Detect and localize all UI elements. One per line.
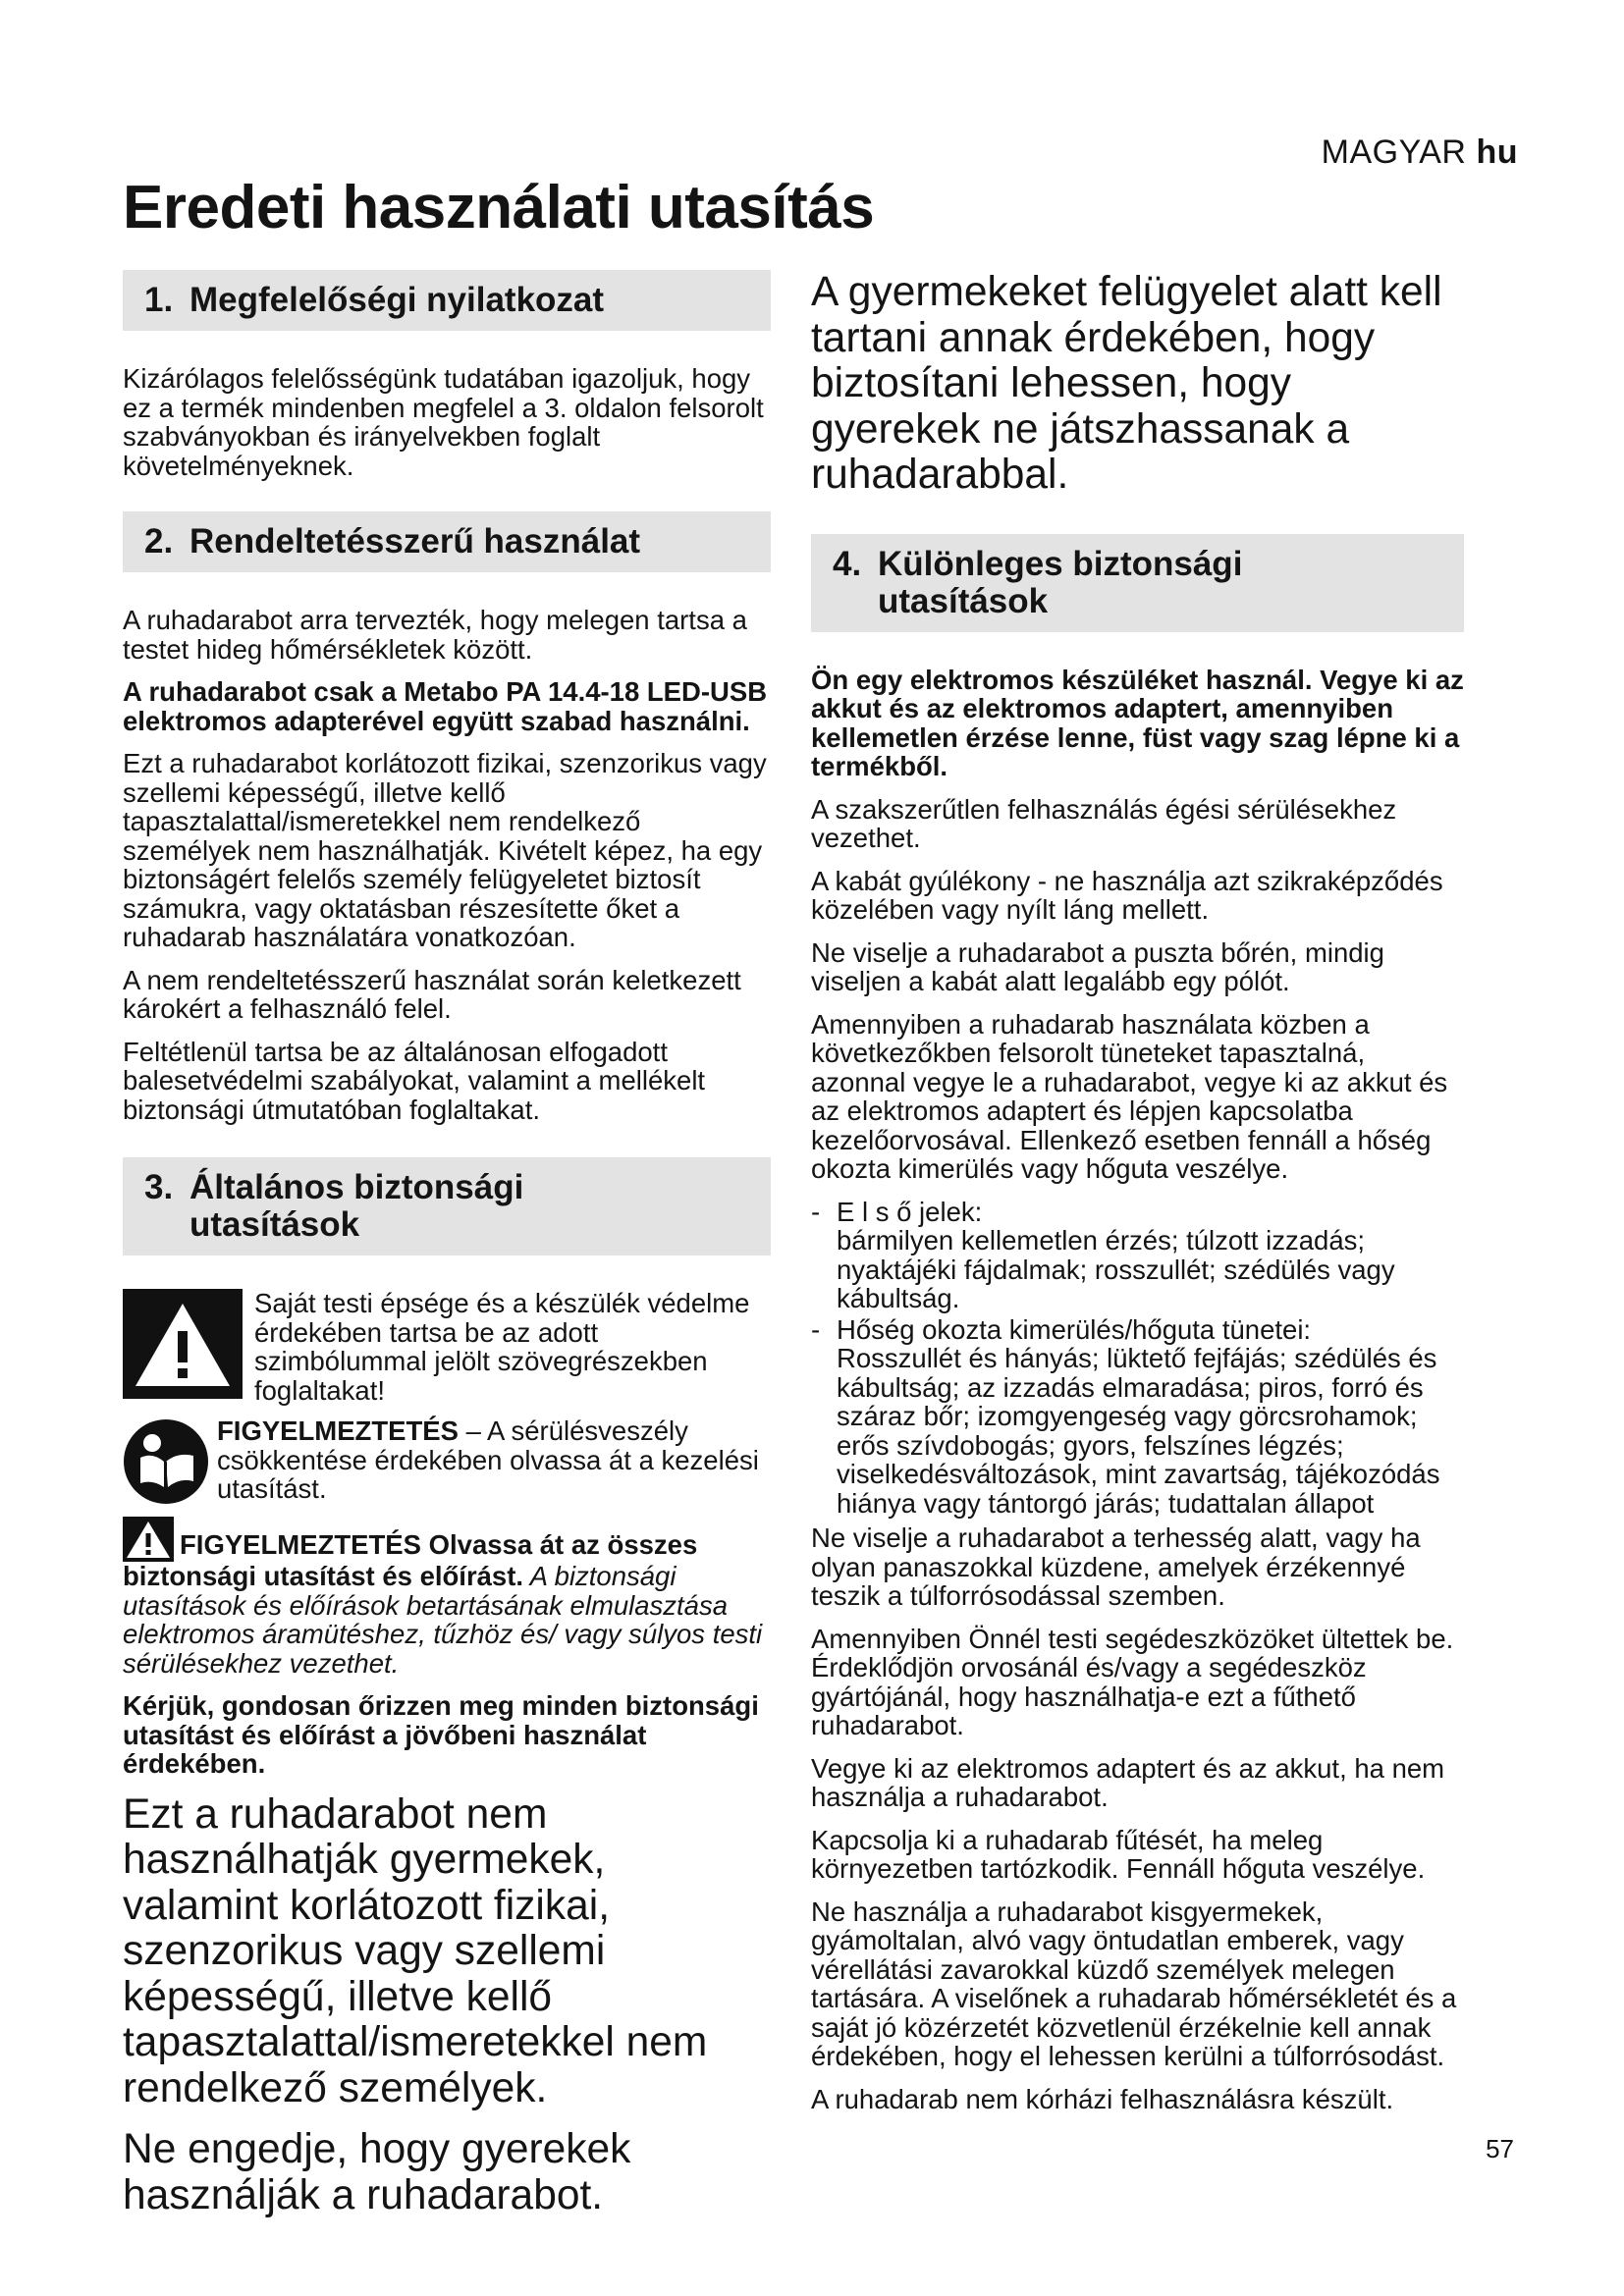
- section-1-text: Kizárólagos felelősségünk tudatában igazoljuk, hogy ez a termék mindenben megfelel a 3. oldalon felsorolt szabványokban és irányelvekben foglalt követelményeknek.: [123, 363, 764, 481]
- list-item: [811, 1198, 1464, 1313]
- read-manual-warning: [123, 1416, 771, 1505]
- page-number: 57: [1486, 2134, 1514, 2163]
- section-1-heading: [123, 270, 771, 331]
- symptom-list: [811, 1198, 1464, 1519]
- read-all-warning-italic: A biztonsági utasítások és előírások betartásának elmulasztása elektromos áramütéshez, tűzhöz és/ vagy súlyos testi sérülésekhez vezethet.: [123, 1561, 763, 1679]
- section-4-title-line-2: utasítások: [878, 581, 1049, 620]
- section-4-paragraph-10: Ne használja a ruhadarabot kisgyermekek, gyámoltalan, alvó vagy öntudatlan emberek, vagy vérellátási zavarokkal küzdő személyek melegen tartására. A viselőnek a ruhadarab hőmérsékletét és a saját jó közérzetét közvetlenül érzékelnie kell annak érdekében, hogy el lehessen kerülni a túlforrósodást.: [811, 1896, 1457, 2071]
- warning-small-icon: [123, 1517, 174, 1562]
- heatstroke-title: Hőség okozta kimerülés/hőguta tünetei:: [837, 1313, 1312, 1345]
- left-column: [123, 270, 771, 2234]
- section-4-paragraph-6: Ne viselje a ruhadarabot a terhesség alatt, vagy ha olyan panaszokkal küzdene, amelyek érzékennyé teszik a túlforrósodással szemben.: [811, 1522, 1421, 1611]
- section-4-paragraph-7: Amennyiben Önnél testi segédeszközöket ültettek be. Érdeklődjön orvosánál és/vagy a segédeszköz gyártójánál, hogy használhatja-e ezt a fűthető ruhadarabot.: [811, 1623, 1454, 1740]
- keep-instructions-text: Kérjük, gondosan őrizzen meg minden biztonsági utasítást és előírást a jövőbeni használat érdekében.: [123, 1690, 759, 1779]
- language-label: [1322, 133, 1518, 172]
- section-3-heading: [123, 1157, 771, 1255]
- section-2-paragraph-4: A nem rendeltetésszerű használat során keletkezett károkért a felhasználó felel.: [123, 964, 741, 1024]
- section-4-paragraph-4: Ne viselje a ruhadarabot a puszta bőrén, mindig viseljen a kabát alatt legalább egy pólót.: [811, 936, 1384, 996]
- children-restriction-text: Ezt a ruhadarabot nem használhatják gyermekek, valamint korlátozott fizikai, szenzorikus vagy szellemi képességű, illetve kellő tapasztalattal/ismeretekkel nem rendelkező személyek.: [123, 1790, 708, 2111]
- read-manual-icon: [123, 1418, 209, 1505]
- section-4-paragraph-8: Vegye ki az elektromos adaptert és az akkut, ha nem használja a ruhadarabot.: [811, 1752, 1445, 1812]
- read-manual-label: FIGYELMEZTETÉS: [217, 1415, 459, 1446]
- section-1-number: 1.: [144, 281, 174, 319]
- section-4-paragraph-3: A kabát gyúlékony - ne használja azt szikraképződés közelében vagy nyílt láng mellett.: [811, 865, 1443, 925]
- section-4-title-line-1: Különleges biztonsági: [878, 544, 1243, 583]
- page-title: Eredeti használati utasítás: [123, 174, 875, 241]
- section-2-title: Rendeltetésszerű használat: [189, 522, 641, 561]
- section-4-number: 4.: [833, 544, 862, 583]
- read-manual-body: – A sérülésveszély csökkentése érdekében olvassa át a kezelési utasítást.: [217, 1415, 759, 1504]
- right-column: [811, 270, 1464, 2127]
- language-name: MAGYAR: [1321, 133, 1467, 171]
- heatstroke-text: Rosszullét és hányás; lüktető fejfájás; szédülés és kábultság; az izzadás elmaradása; piros, forró és száraz bőr; izomgyengeség vagy görcsrohamok; erős szívdobogás; gyors, felszínes légzés; viselkedésváltozások, mint zavartság, tájékozódás hiánya vagy tántorgó járás; tudattalan állapot: [837, 1343, 1440, 1519]
- section-1-title: Megfelelőségi nyilatkozat: [189, 281, 605, 319]
- warning-triangle-icon: [123, 1289, 243, 1399]
- list-item: [811, 1315, 1464, 1519]
- safety-symbol-note: [123, 1289, 771, 1405]
- section-2-paragraph-3: Ezt a ruhadarabot korlátozott fizikai, szenzorikus vagy szellemi képességű, illetve kellő tapasztalattal/ismeretekkel nem rendelkező személyek nem használhatják. Kivételt képez, ha egy biztonságért felelős személy felügyeletet biztosít számukra, vagy oktatásban részesítette őket a ruhadarab használatára vonatkozóan.: [123, 748, 767, 952]
- first-signs-text: bármilyen kellemetlen érzés; túlzott izzadás; nyaktájéki fájdalmak; rosszullét; szédülés vagy kábultság.: [837, 1225, 1395, 1313]
- section-4-paragraph-11: A ruhadarab nem kórházi felhasználásra készült.: [811, 2083, 1394, 2114]
- section-2-paragraph-2: A ruhadarabot csak a Metabo PA 14.4-18 LED-USB elektromos adapterével együtt szabad használni.: [123, 676, 768, 736]
- section-2-paragraph-5: Feltétlenül tartsa be az általánosan elfogadott balesetvédelmi szabályokat, valamint a mellékelt biztonsági útmutatóban foglaltakat.: [123, 1036, 706, 1125]
- section-2-number: 2.: [144, 522, 174, 561]
- first-signs-title: E l s ő jelek:: [837, 1196, 983, 1227]
- section-4-paragraph-9: Kapcsolja ki a ruhadarab fűtését, ha meleg környezetben tartózkodik. Fennáll hőguta veszélye.: [811, 1824, 1426, 1884]
- section-2-heading: [123, 511, 771, 572]
- section-4-paragraph-5: Amennyiben a ruhadarab használata közben a következőkben felsorolt tüneteket tapasztalná, azonnal vegye le a ruhadarabot, vegye ki az akkut és az elektromos adaptert és lépjen kapcsolatba kezelőorvosával. Ellenkező esetben fennáll a hőség okozta kimerülés vagy hőguta veszélye.: [811, 1008, 1448, 1184]
- language-code: hu: [1476, 133, 1518, 171]
- section-4-paragraph-1: Ön egy elektromos készüléket használ. Vegye ki az akkut és az elektromos adaptert, amennyiben kellemetlen érzése lenne, füst vagy szag lépne ki a termékből.: [811, 664, 1464, 781]
- section-2-paragraph-1: A ruhadarabot arra tervezték, hogy melegen tartsa a testet hideg hőmérsékletek között.: [123, 605, 747, 665]
- read-all-warning: [123, 1517, 771, 1678]
- section-4-paragraph-2: A szakszerűtlen felhasználás égési sérülésekhez vezethet.: [811, 793, 1397, 853]
- section-4-heading: [811, 534, 1464, 632]
- section-3-number: 3.: [144, 1168, 174, 1206]
- children-prohibition-text: Ne engedje, hogy gyerekek használják a ruhadarabot.: [123, 2126, 631, 2218]
- read-all-warning-bold: FIGYELMEZTETÉS Olvassa át az összes biztonsági utasítást és előírást.: [123, 1529, 698, 1591]
- safety-symbol-text: Saját testi épsége és a készülék védelme érdekében tartsa be az adott szimbólummal jelölt szövegrészekben foglaltakat!: [254, 1288, 750, 1406]
- section-3-title-line-2: utasítások: [189, 1205, 360, 1244]
- children-supervision-text: A gyermekeket felügyelet alatt kell tartani annak érdekében, hogy biztosítani lehessen, hogy gyerekek ne játszhassanak a ruhadarabbal.: [811, 269, 1442, 498]
- section-3-title-line-1: Általános biztonsági: [189, 1168, 524, 1206]
- read-manual-text: [217, 1416, 771, 1504]
